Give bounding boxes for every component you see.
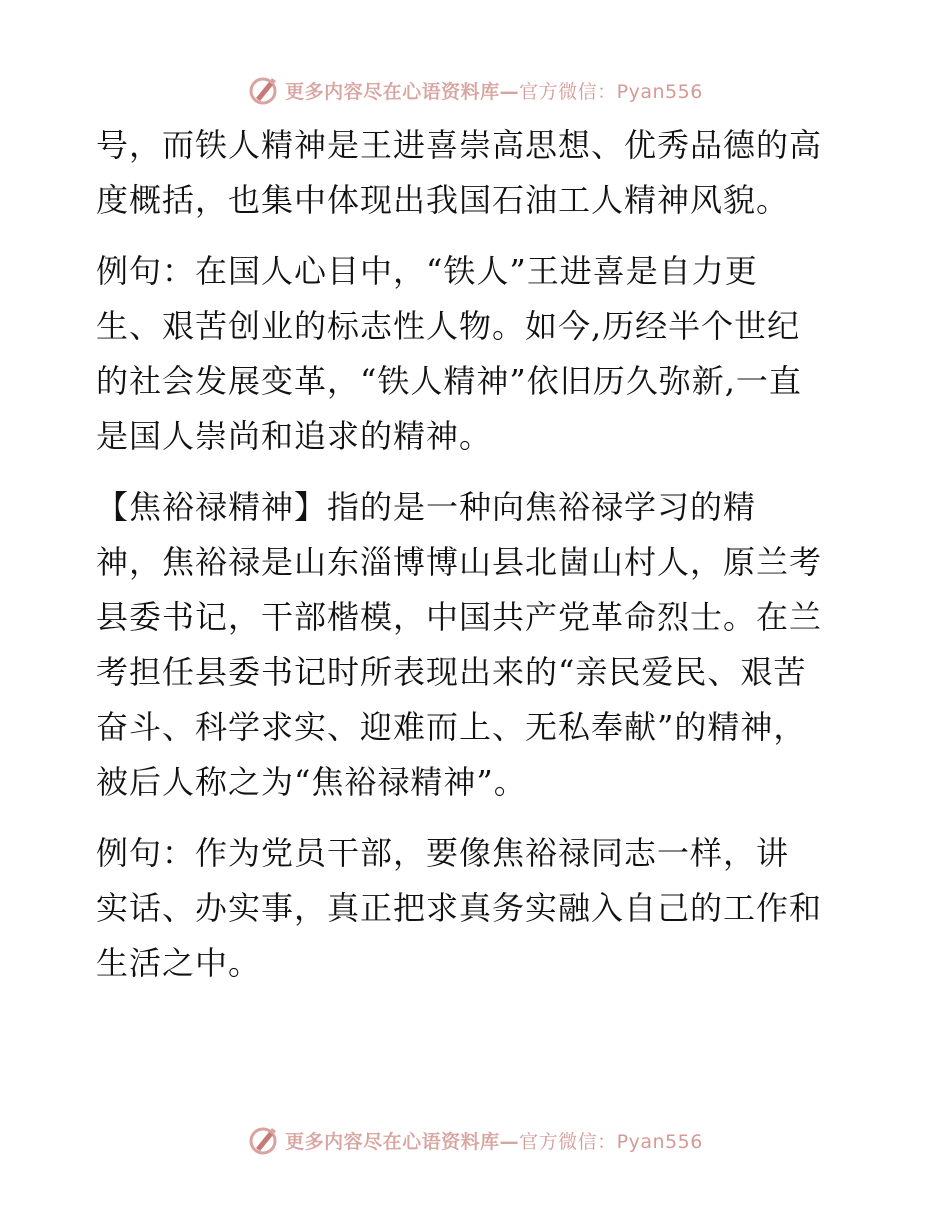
text-line: 神，焦裕禄是山东淄博博山县北崮山村人，原兰考 bbox=[96, 543, 823, 581]
text-line: 是国人崇尚和追求的精神。 bbox=[96, 417, 493, 455]
text-line: 号，而铁人精神是王进喜崇高思想、优秀品德的高 bbox=[96, 126, 823, 164]
text-line: 例句：在国人心目中，“铁人”王进喜是自力更 bbox=[96, 252, 758, 290]
text-line: 生、艰苦创业的标志性人物。如今,历经半个世纪 bbox=[96, 307, 801, 345]
footer-banner bbox=[0, 1120, 950, 1160]
text-line: 的社会发展变革，“铁人精神”依旧历久弥新,一直 bbox=[96, 362, 802, 400]
paragraph bbox=[96, 480, 856, 810]
document-body bbox=[96, 118, 856, 1007]
banner-wechat: 官方微信：Pyan556 bbox=[519, 80, 703, 103]
text-line: 考担任县委书记时所表现出来的“亲民爱民、艰苦 bbox=[96, 653, 807, 691]
pen-logo-icon bbox=[247, 74, 279, 106]
text-line: 被后人称之为“焦裕禄精神”。 bbox=[96, 763, 527, 801]
text-line: 实话、办实事，真正把求真务实融入自己的工作和 bbox=[96, 889, 823, 927]
banner-site: 更多内容尽在心语资料库— bbox=[285, 1130, 520, 1153]
header-banner bbox=[0, 70, 950, 110]
text-line: 例句：作为党员干部，要像焦裕禄同志一样，讲 bbox=[96, 834, 790, 872]
text-line: 度概括，也集中体现出我国石油工人精神风貌。 bbox=[96, 181, 790, 219]
banner-site: 更多内容尽在心语资料库— bbox=[285, 80, 520, 103]
banner-text bbox=[285, 1127, 703, 1154]
text-line: 奋斗、科学求实、迎难而上、无私奉献”的精神， bbox=[96, 708, 807, 746]
text-line: 县委书记，干部楷模，中国共产党革命烈士。在兰 bbox=[96, 598, 823, 636]
banner-wechat: 官方微信：Pyan556 bbox=[519, 1130, 703, 1153]
paragraph bbox=[96, 826, 856, 991]
text-line: 【焦裕禄精神】指的是一种向焦裕禄学习的精 bbox=[96, 488, 757, 526]
paragraph bbox=[96, 118, 856, 228]
paragraph bbox=[96, 244, 856, 464]
pen-logo-icon bbox=[247, 1124, 279, 1156]
banner-text bbox=[285, 77, 703, 104]
text-line: 生活之中。 bbox=[96, 944, 262, 982]
